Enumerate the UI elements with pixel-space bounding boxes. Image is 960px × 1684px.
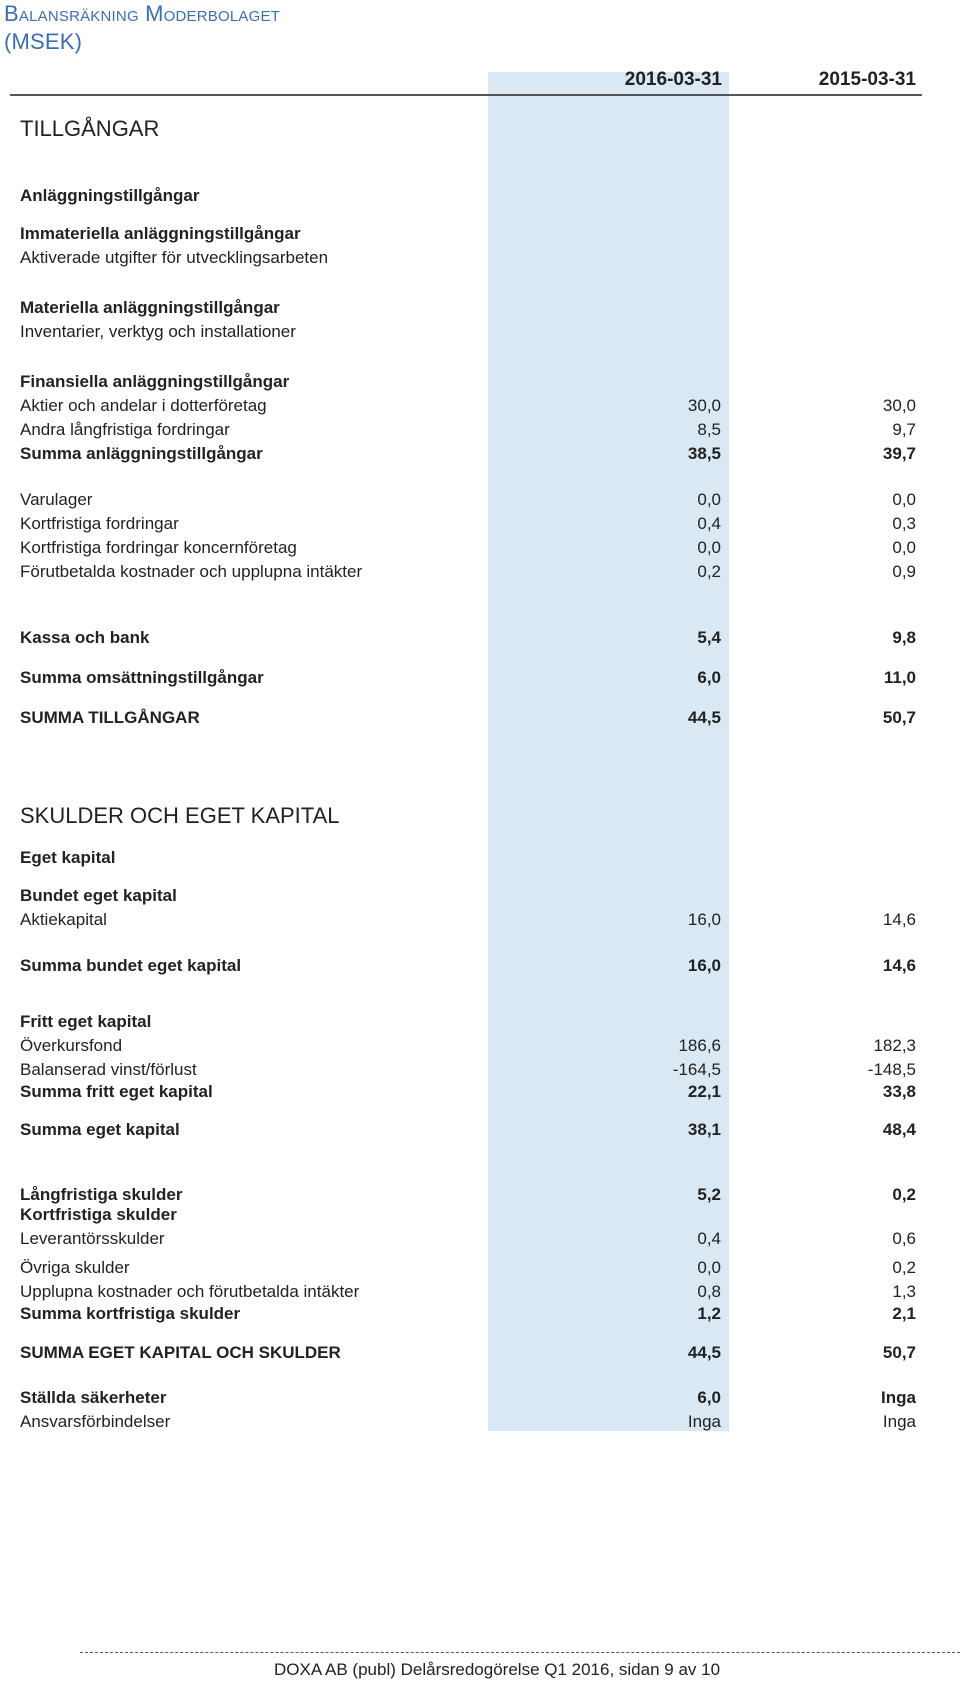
section-heading-liabilities: SKULDER OCH EGET KAPITAL (20, 803, 340, 828)
table-row (20, 956, 916, 980)
table-row (20, 708, 916, 732)
row-label: Anläggningstillgångar (20, 186, 200, 205)
row-value-2015: 11,0 (883, 668, 916, 687)
row-value-2016: 6,0 (697, 1388, 721, 1407)
row-label: Förutbetalda kostnader och upplupna intäkter (20, 562, 363, 581)
row-label: Aktiverade utgifter för utvecklingsarbeten (20, 248, 329, 267)
table-row (20, 668, 916, 692)
row-label: Materiella anläggningstillgångar (20, 298, 280, 317)
row-value-2015: Inga (881, 1388, 916, 1407)
row-label: Ställda säkerheter (20, 1388, 167, 1407)
row-value-2016: 0,8 (697, 1282, 721, 1301)
row-value-2016: 16,0 (687, 910, 721, 929)
table-row (20, 848, 916, 872)
row-value-2016: Inga (687, 1412, 721, 1431)
row-value-2015: 2,1 (892, 1304, 916, 1323)
row-value-2015: 0,3 (892, 514, 916, 533)
table-row (20, 514, 916, 538)
table-row (20, 444, 916, 468)
row-label: Eget kapital (20, 848, 116, 867)
row-label: Långfristiga skulder (20, 1185, 183, 1204)
row-value-2015: -148,5 (867, 1060, 916, 1079)
row-value-2015: 9,7 (892, 420, 916, 439)
table-row (20, 186, 916, 210)
row-value-2015: 48,4 (882, 1120, 916, 1139)
row-value-2016: 0,0 (697, 1258, 721, 1277)
row-label: Summa fritt eget kapital (20, 1082, 213, 1101)
row-value-2015: Inga (882, 1412, 916, 1431)
table-row (20, 248, 916, 272)
row-label: Inventarier, verktyg och installationer (20, 322, 296, 341)
row-label: Kortfristiga fordringar koncernföretag (20, 538, 297, 557)
row-value-2015: 14,6 (882, 956, 916, 975)
row-value-2015: 182,3 (873, 1036, 916, 1055)
row-value-2015: 50,7 (882, 708, 916, 727)
row-value-2015: 0,2 (892, 1185, 916, 1204)
row-value-2016: 1,2 (697, 1304, 721, 1323)
table-row (20, 1036, 916, 1060)
row-value-2016: 0,4 (697, 514, 721, 533)
row-label: Kortfristiga skulder (20, 1205, 177, 1224)
row-label: Finansiella anläggningstillgångar (20, 372, 290, 391)
table-row (20, 538, 916, 562)
row-label: Immateriella anläggningstillgångar (20, 224, 301, 243)
row-value-2015: 30,0 (882, 396, 916, 415)
row-value-2016: 0,0 (697, 490, 721, 509)
table-row (20, 1304, 916, 1328)
row-label: Summa bundet eget kapital (20, 956, 242, 975)
row-value-2015: 39,7 (882, 444, 916, 463)
row-label: Övriga skulder (20, 1258, 130, 1277)
row-label: Summa kortfristiga skulder (20, 1304, 241, 1323)
row-value-2016: -164,5 (672, 1060, 721, 1079)
row-label: SUMMA EGET KAPITAL OCH SKULDER (20, 1343, 341, 1362)
page-footer: DOXA AB (publ) Delårsredogörelse Q1 2016, sidan 9 av 10 (274, 1660, 721, 1679)
row-label: Varulager (20, 490, 93, 509)
row-value-2016: 6,0 (697, 668, 721, 687)
row-label: Leverantörsskulder (20, 1229, 165, 1248)
row-value-2016: 44,5 (687, 1343, 721, 1362)
row-label: Summa eget kapital (20, 1120, 180, 1139)
row-value-2015: 0,0 (892, 538, 916, 557)
row-label: Ansvarsförbindelser (20, 1412, 171, 1431)
footer-rule (80, 1652, 960, 1653)
row-value-2016: 0,4 (697, 1229, 721, 1248)
row-value-2016: 44,5 (687, 708, 721, 727)
row-value-2016: 22,1 (687, 1082, 721, 1101)
row-value-2016: 0,2 (697, 562, 721, 581)
title-line-2: (MSEK) (4, 29, 83, 54)
row-label: Aktiekapital (20, 910, 107, 929)
table-row (20, 224, 916, 248)
row-value-2016: 5,4 (697, 628, 721, 647)
row-value-2015: 0,9 (892, 562, 916, 581)
table-row (20, 1282, 916, 1306)
table-row (20, 1060, 916, 1084)
row-value-2015: 50,7 (882, 1343, 916, 1362)
table-row (20, 1343, 916, 1367)
row-value-2016: 38,5 (687, 444, 721, 463)
row-label: Fritt eget kapital (20, 1012, 152, 1031)
row-label: Överkursfond (20, 1036, 123, 1055)
table-row (20, 1012, 916, 1036)
row-value-2016: 5,2 (697, 1185, 721, 1204)
table-row (20, 1082, 916, 1106)
row-value-2015: 33,8 (882, 1082, 916, 1101)
table-row (20, 886, 916, 910)
row-label: Summa anläggningstillgångar (20, 444, 263, 463)
row-label: Summa omsättningstillgångar (20, 668, 264, 687)
table-row (20, 1388, 916, 1412)
table-row (20, 1412, 916, 1436)
row-label: Upplupna kostnader och förutbetalda intäkter (20, 1282, 360, 1301)
header-rule (10, 94, 922, 96)
column-header-2015: 2015-03-31 (818, 69, 916, 90)
row-value-2015: 9,8 (892, 628, 916, 647)
table-row (20, 322, 916, 346)
row-label: Kassa och bank (20, 628, 150, 647)
table-row (20, 1229, 916, 1253)
row-label: Bundet eget kapital (20, 886, 177, 905)
table-row (20, 420, 916, 444)
table-row (20, 490, 916, 514)
table-row (20, 396, 916, 420)
row-value-2016: 186,6 (678, 1036, 721, 1055)
row-value-2015: 0,0 (892, 490, 916, 509)
page-title (4, 0, 604, 56)
table-row (20, 372, 916, 396)
row-value-2015: 14,6 (882, 910, 916, 929)
table-row (20, 1258, 916, 1282)
row-value-2016: 8,5 (697, 420, 721, 439)
row-value-2015: 1,3 (892, 1282, 916, 1301)
table-row (20, 298, 916, 322)
row-value-2016: 38,1 (687, 1120, 721, 1139)
row-value-2016: 0,0 (697, 538, 721, 557)
table-row (20, 562, 916, 586)
table-row (20, 1120, 916, 1144)
row-label: Aktier och andelar i dotterföretag (20, 396, 267, 415)
row-value-2015: 0,2 (892, 1258, 916, 1277)
row-label: Kortfristiga fordringar (20, 514, 179, 533)
table-row (20, 910, 916, 934)
row-value-2015: 0,6 (892, 1229, 916, 1248)
row-value-2016: 30,0 (687, 396, 721, 415)
table-row (20, 628, 916, 652)
table-row (20, 1205, 916, 1229)
title-line-1: Balansräkning Moderbolaget (4, 1, 281, 26)
row-label: Balanserad vinst/förlust (20, 1060, 197, 1079)
column-header-2016: 2016-03-31 (624, 69, 722, 90)
row-value-2016: 16,0 (687, 956, 721, 975)
section-heading-assets: TILLGÅNGAR (20, 116, 160, 141)
row-label: SUMMA TILLGÅNGAR (20, 708, 200, 727)
row-label: Andra långfristiga fordringar (20, 420, 230, 439)
